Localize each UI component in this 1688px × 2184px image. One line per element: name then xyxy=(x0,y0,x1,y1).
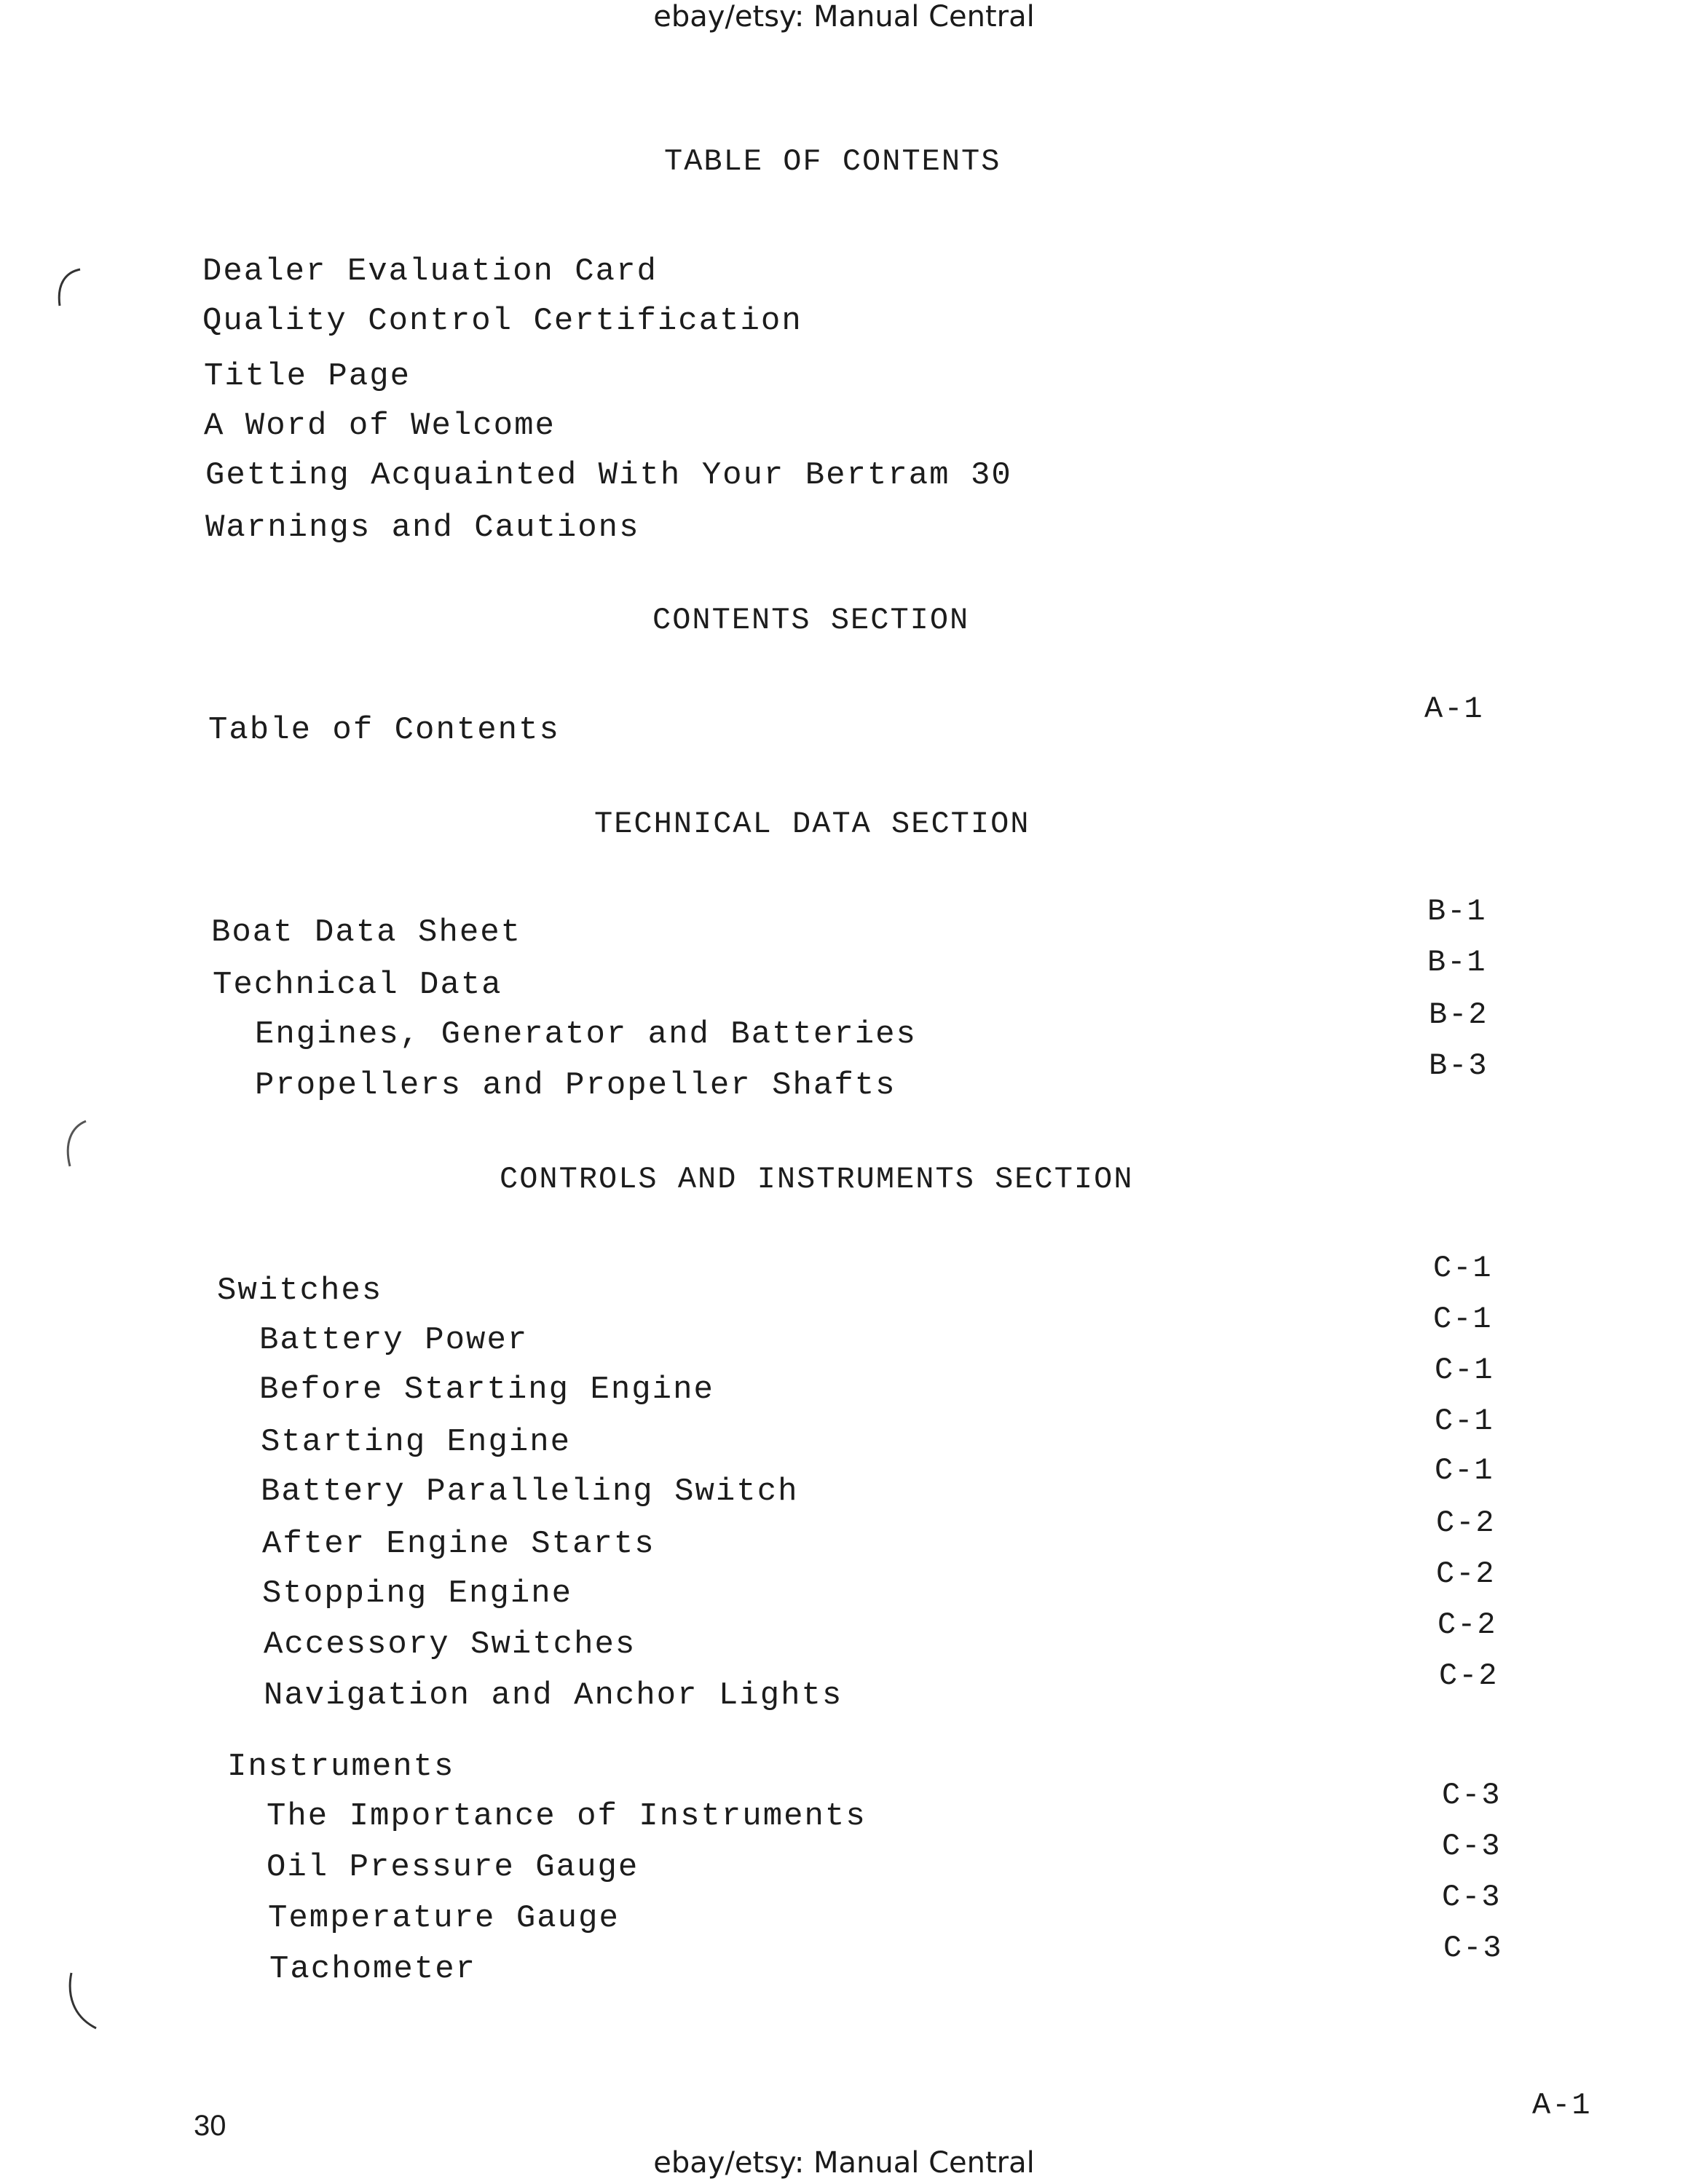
page-number: C-3 xyxy=(1442,1778,1502,1813)
section-heading: TECHNICAL DATA SECTION xyxy=(594,807,1030,842)
toc-entry: The Importance of Instruments xyxy=(267,1798,867,1835)
toc-entry: Title Page xyxy=(204,358,411,395)
toc-entry: Table of Contents xyxy=(208,712,560,748)
toc-entry: Stopping Engine xyxy=(262,1575,573,1612)
page-number: C-1 xyxy=(1435,1404,1494,1439)
page-number: C-3 xyxy=(1442,1829,1502,1864)
toc-entry: Starting Engine xyxy=(261,1424,572,1460)
section-heading: CONTENTS SECTION xyxy=(652,603,970,638)
toc-entry: Navigation and Anchor Lights xyxy=(264,1677,843,1714)
toc-entry: Temperature Gauge xyxy=(268,1900,620,1936)
page-number: C-3 xyxy=(1442,1880,1502,1915)
binder-hole-mark xyxy=(51,1114,95,1179)
page-number: C-2 xyxy=(1436,1506,1496,1540)
toc-subheading-instruments: Instruments xyxy=(227,1749,455,1785)
toc-entry: Engines, Generator and Batteries xyxy=(255,1016,917,1053)
toc-entry: Boat Data Sheet xyxy=(211,914,522,951)
page-number: B-3 xyxy=(1429,1048,1488,1083)
page-number: B-2 xyxy=(1429,997,1488,1032)
page-number: C-2 xyxy=(1436,1556,1496,1591)
page-number: C-1 xyxy=(1433,1251,1493,1286)
toc-entry: Getting Acquainted With Your Bertram 30 xyxy=(205,457,1012,494)
toc-entry: Dealer Evaluation Card xyxy=(202,253,658,290)
toc-entry: After Engine Starts xyxy=(262,1526,655,1562)
page-number: C-1 xyxy=(1435,1453,1494,1488)
page-number: C-3 xyxy=(1443,1931,1503,1966)
page-number: B-1 xyxy=(1427,945,1487,980)
toc-entry: Propellers and Propeller Shafts xyxy=(255,1067,896,1104)
page-number: C-2 xyxy=(1437,1607,1497,1642)
toc-entry: Technical Data xyxy=(213,967,502,1003)
watermark-top: ebay/etsy: Manual Central xyxy=(653,0,1035,33)
toc-entry: Oil Pressure Gauge xyxy=(267,1849,639,1886)
section-heading: CONTROLS AND INSTRUMENTS SECTION xyxy=(500,1162,1134,1197)
page-number: C-1 xyxy=(1433,1302,1493,1337)
binder-hole-mark xyxy=(58,1966,109,2038)
footer-page-number-left: 30 xyxy=(194,2110,226,2142)
toc-entry: Battery Power xyxy=(259,1322,529,1358)
page-title: TABLE OF CONTENTS xyxy=(664,144,1001,179)
toc-entry: Accessory Switches xyxy=(264,1626,636,1663)
toc-entry: A Word of Welcome xyxy=(204,408,556,444)
toc-entry: Tachometer xyxy=(269,1951,477,1987)
binder-hole-mark xyxy=(44,262,87,320)
watermark-bottom: ebay/etsy: Manual Central xyxy=(653,2146,1035,2180)
toc-entry: Battery Paralleling Switch xyxy=(261,1473,799,1510)
page-number: A-1 xyxy=(1424,692,1484,727)
page-number: C-2 xyxy=(1439,1658,1499,1693)
toc-entry: Quality Control Certification xyxy=(202,303,802,339)
page-number: C-1 xyxy=(1435,1353,1494,1388)
toc-entry: Warnings and Cautions xyxy=(205,510,640,546)
page-number: B-1 xyxy=(1427,894,1487,929)
toc-entry: Switches xyxy=(217,1273,383,1309)
footer-page-number-right: A-1 xyxy=(1532,2088,1592,2123)
toc-entry: Before Starting Engine xyxy=(259,1372,714,1408)
